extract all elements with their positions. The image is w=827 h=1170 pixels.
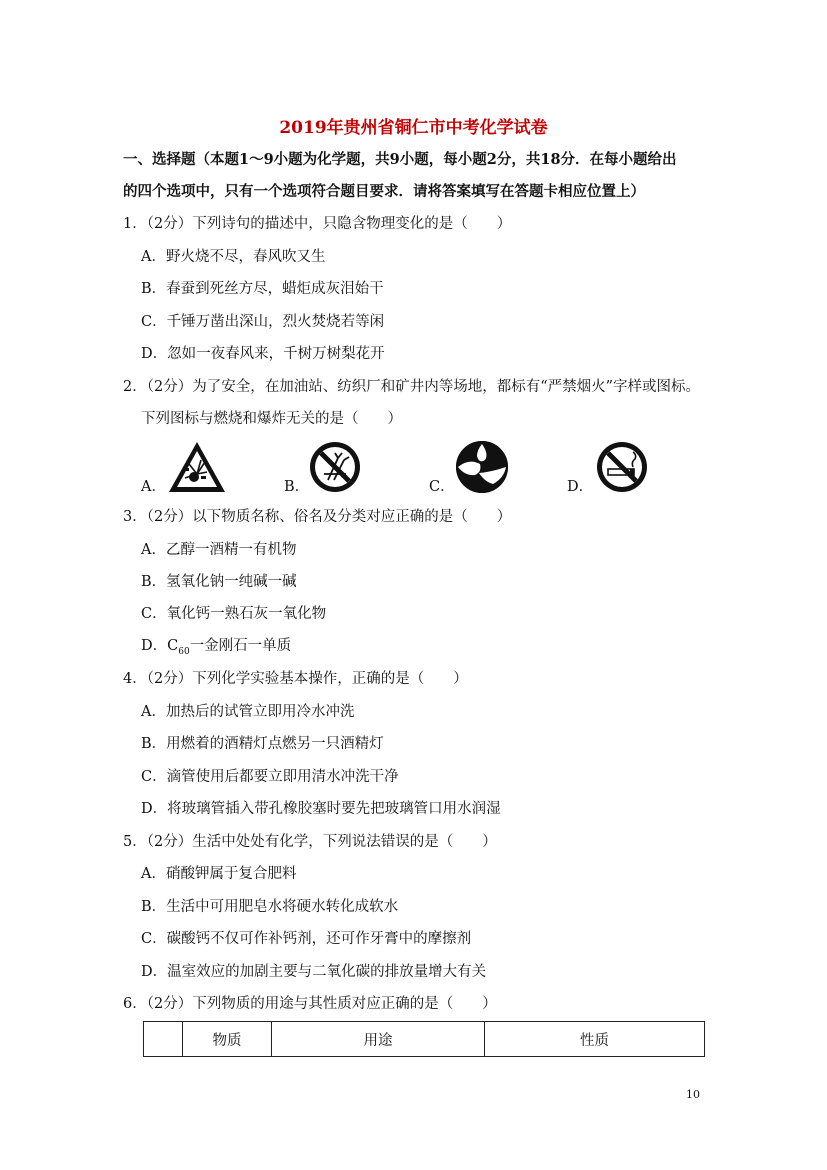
q2-option-b-label: B． <box>284 479 310 495</box>
table-header-cell: 物质 <box>183 1022 272 1057</box>
q2-stem-line-2: 下列图标与燃烧和爆炸无关的是（ ） <box>141 411 402 427</box>
q2-option-a[interactable] <box>141 440 251 496</box>
section-instructions <box>123 144 713 208</box>
q6-table <box>143 1021 705 1057</box>
section-line-2: 的四个选项中，只有一个选项符合题目要求．请将答案填写在答题卡相应位置上） <box>123 183 645 200</box>
q2-option-d[interactable] <box>567 440 677 496</box>
q3-option-b[interactable]: B．氢氧化钠一纯碱一碱 <box>141 574 297 590</box>
q2-option-c[interactable] <box>429 440 539 496</box>
q3-option-d[interactable] <box>141 636 291 662</box>
table-header-cell: 性质 <box>485 1022 705 1057</box>
q2-option-d-label: D． <box>567 479 594 495</box>
no-fireworks-icon <box>308 440 362 494</box>
q4-option-c[interactable]: C．滴管使用后都要立即用清水冲洗干净 <box>141 769 399 785</box>
q4-option-d[interactable]: D．将玻璃管插入带孔橡胶塞时要先把玻璃管口用水润湿 <box>141 801 501 817</box>
q3-option-a[interactable]: A．乙醇一酒精一有机物 <box>141 542 297 558</box>
explosive-warning-icon <box>167 440 227 494</box>
q5-option-a[interactable]: A．硝酸钾属于复合肥料 <box>141 866 297 882</box>
q3-option-d-suffix: 一金刚石一单质 <box>189 638 292 654</box>
q3-option-d-subscript: 60 <box>178 646 190 657</box>
q2-stem-line-1: 2．（2分）为了安全，在加油站、纺织厂和矿井内等场地，都标有“严禁烟火”字样或图标。 <box>123 379 701 395</box>
q5-option-c[interactable]: C．碳酸钙不仅可作补钙剂，还可作牙膏中的摩擦剂 <box>141 931 472 947</box>
page-number: 10 <box>686 1088 700 1101</box>
q1-stem: 1．（2分）下列诗句的描述中，只隐含物理变化的是（ ） <box>123 216 512 232</box>
q3-option-c[interactable]: C．氧化钙一熟石灰一氧化物 <box>141 606 327 622</box>
no-smoking-icon <box>595 440 649 494</box>
q1-option-c[interactable]: C．千锤万凿出深山，烈火焚烧若等闲 <box>141 314 385 330</box>
q1-option-a[interactable]: A．野火烧不尽，春风吹又生 <box>141 249 326 265</box>
q2-sign-options <box>141 440 661 496</box>
q6-stem: 6．（2分）下列物质的用途与其性质对应正确的是（ ） <box>123 996 497 1012</box>
q5-option-d[interactable]: D．温室效应的加剧主要与二氧化碳的排放量增大有关 <box>141 964 487 980</box>
q2-option-a-label: A． <box>141 479 166 495</box>
q4-option-a[interactable]: A．加热后的试管立即用冷水冲洗 <box>141 704 355 720</box>
q3-option-d-prefix: D．C <box>141 638 179 654</box>
q2-option-c-label: C． <box>429 479 455 495</box>
table-header-cell <box>144 1022 183 1057</box>
q5-stem: 5．（2分）生活中处处有化学，下列说法错误的是（ ） <box>123 834 497 850</box>
q5-option-b[interactable]: B．生活中可用肥皂水将硬水转化成软水 <box>141 899 399 915</box>
q4-stem: 4．（2分）下列化学实验基本操作，正确的是（ ） <box>123 671 468 687</box>
water-saving-icon <box>455 440 509 494</box>
q3-stem: 3．（2分）以下物质名称、俗名及分类对应正确的是（ ） <box>123 509 512 525</box>
q1-option-b[interactable]: B．春蚕到死丝方尽，蜡炬成灰泪始干 <box>141 281 384 297</box>
table-header-row <box>144 1022 705 1057</box>
page-title: 2019年贵州省铜仁市中考化学试卷 <box>279 118 548 138</box>
q4-option-b[interactable]: B．用燃着的酒精灯点燃另一只酒精灯 <box>141 736 384 752</box>
q2-option-b[interactable] <box>284 440 394 496</box>
q1-option-d[interactable]: D．忽如一夜春风来，千树万树梨花开 <box>141 346 385 362</box>
table-header-cell: 用途 <box>272 1022 485 1057</box>
section-line-1: 一、选择题（本题1～9小题为化学题，共9小题，每小题2分，共18分．在每小题给出 <box>123 151 677 168</box>
